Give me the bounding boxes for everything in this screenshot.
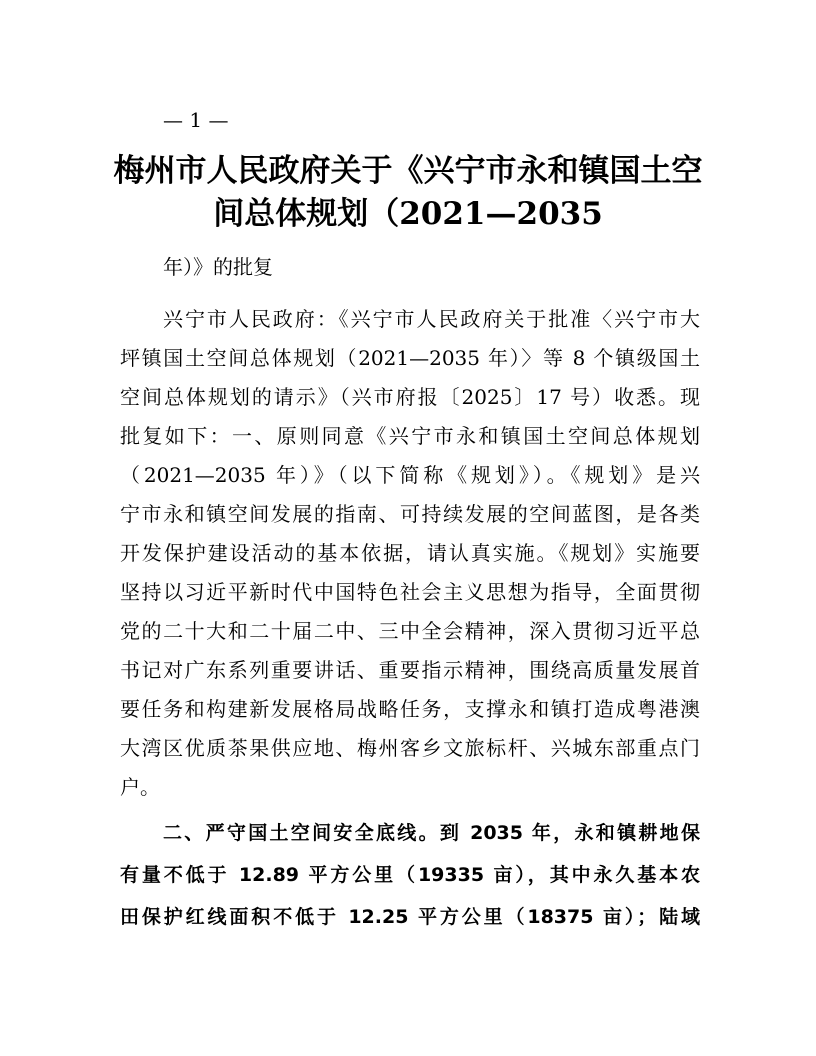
paragraph-line: 户。 [120, 775, 160, 799]
paragraph-line: 兴宁市人民政府：《兴宁市人民政府关于批准〈兴宁市大 [163, 307, 700, 331]
paragraph-line: 坪镇国土空间总体规划（2021—2035 年）〉等 8 个镇级国土 [120, 346, 700, 370]
document-title-line-1: 梅州市人民政府关于《兴宁市永和镇国土空 [113, 153, 703, 189]
page-number: — 1 — [163, 108, 229, 132]
paragraph-line: 党的二十大和二十届二中、三中全会精神，深入贯彻习近平总 [120, 619, 700, 643]
paragraph-2 [120, 812, 700, 938]
document-title-line-2: 间总体规划（2021—2035 [213, 196, 603, 232]
paragraph-line: 空间总体规划的请示》（兴市府报〔2025〕17 号）收悉。现 [120, 385, 700, 409]
paragraph-line: 有量不低于 12.89 平方公里（19335 亩），其中永久基本农 [120, 864, 700, 886]
paragraph-line: 田保护红线面积不低于 12.25 平方公里（18375 亩）；陆域 [120, 906, 700, 928]
paragraph-line: 书记对广东系列重要讲话、重要指示精神，围绕高质量发展首 [120, 658, 700, 682]
paragraph-line: （2021—2035 年）》（以下简称《规划》）。《规划》是兴 [120, 463, 700, 487]
paragraph-line: 宁市永和镇空间发展的指南、可持续发展的空间蓝图，是各类 [120, 502, 700, 526]
document-title-line-3: 年）》的批复 [163, 255, 273, 279]
paragraph-line: 大湾区优质茶果供应地、梅州客乡文旅标杆、兴城东部重点门 [120, 736, 700, 760]
paragraph-line: 要任务和构建新发展格局战略任务，支撑永和镇打造成粤港澳 [120, 697, 700, 721]
paragraph-1 [120, 300, 700, 807]
paragraph-line: 批复如下：一、原则同意《兴宁市永和镇国土空间总体规划 [120, 424, 700, 448]
paragraph-line: 坚持以习近平新时代中国特色社会主义思想为指导，全面贯彻 [120, 580, 700, 604]
paragraph-line: 开发保护建设活动的基本依据，请认真实施。《规划》实施要 [120, 541, 700, 565]
paragraph-line: 二、严守国土空间安全底线。到 2035 年，永和镇耕地保 [163, 822, 700, 844]
